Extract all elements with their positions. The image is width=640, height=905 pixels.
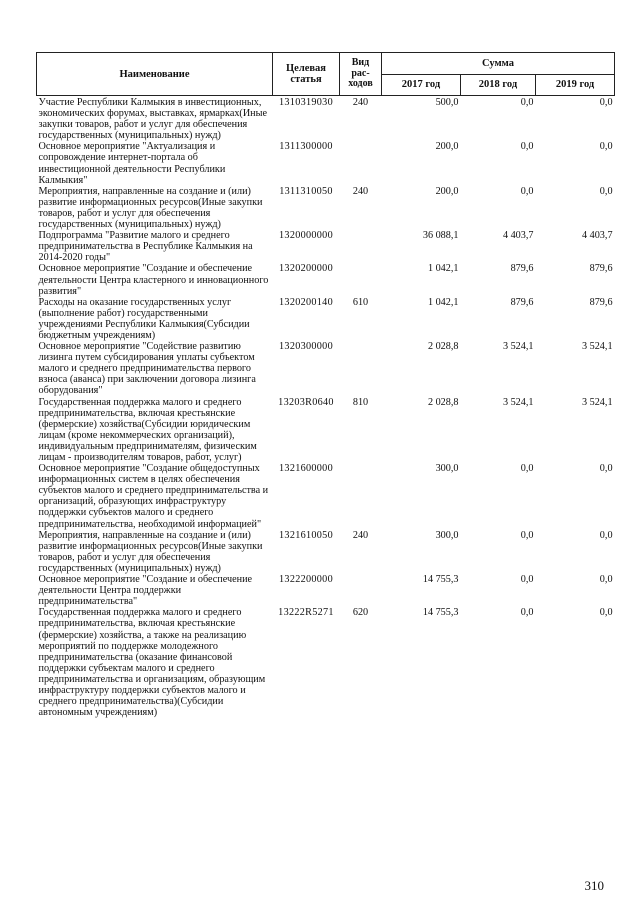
row-target-article: 13222R5271 (278, 607, 334, 619)
table-row (37, 530, 615, 574)
header-sum: Сумма (382, 53, 615, 75)
row-sum-2017: 200,0 (435, 185, 459, 197)
row-target-article: 1310319030 (279, 97, 333, 108)
row-sum-2017: 300,0 (435, 529, 459, 541)
row-name: Участие Республики Калмыкия в инвестиционных, экономических форумах, выставках, ярмарках(Иные закупки товаров, работ и услуг для обеспечения государственных (муниципальных) нужд) (38, 97, 267, 142)
header-name: Наименование (37, 53, 273, 96)
row-target-article: 1321600000 (279, 463, 333, 475)
row-expense-type (340, 230, 382, 263)
row-name: Государственная поддержка малого и среднего предпринимательства, включая крестьянские (фермерские) хозяйства(Субсидии юридическим лицам (кроме некоммерческих организаций), индивидуальным предпринимателям, физическим лицам - производителям товаров, работ, услуг) (38, 396, 257, 463)
row-expense-type: 810 (352, 396, 369, 408)
row-name: Мероприятия, направленные на создание и (или) развитие информационных ресурсов(Иные закупки товаров, работ и услуг для обеспечения государственных (муниципальных) нужд) (38, 529, 263, 574)
row-sum-2018: 4 403,7 (502, 230, 534, 242)
row-target-article: 1322200000 (279, 574, 333, 586)
row-sum-2019: 0,0 (599, 607, 613, 619)
row-sum-2019: 879,6 (589, 296, 613, 308)
row-target-article: 1320200140 (279, 296, 333, 308)
row-sum-2018: 0,0 (520, 463, 534, 475)
row-sum-2018: 879,6 (510, 296, 534, 308)
table-row (37, 297, 615, 341)
row-expense-type (340, 141, 382, 185)
row-name: Мероприятия, направленные на создание и (или) развитие информационных ресурсов(Иные закупки товаров, работ и услуг для обеспечения государственных (муниципальных) нужд) (38, 185, 263, 231)
row-expense-type (340, 574, 382, 607)
row-name: Основное мероприятие "Содействие развитию лизинга путем субсидирования уплаты субъектом малого и среднего предпринимательства первого взноса (аванса) при заключении договора лизинга оборудования" (38, 341, 256, 397)
row-sum-2018: 0,0 (520, 141, 534, 153)
row-name: Расходы на оказание государственных услуг (выполнение работ) государственными учреждениями Республики Калмыкия(Субсидии бюджетным учреждениям) (38, 296, 250, 341)
header-target-article: Целевая статья (273, 53, 340, 96)
row-expense-type: 610 (352, 296, 369, 308)
row-sum-2018: 0,0 (520, 574, 534, 586)
table-row (37, 607, 615, 718)
row-sum-2018: 3 524,1 (502, 341, 534, 353)
row-name: Основное мероприятие "Актуализация и сопровождение интернет-портала об инвестиционной деятельности Республики Калмыкия" (38, 141, 226, 186)
row-expense-type (340, 463, 382, 530)
row-sum-2017: 36 088,1 (422, 230, 459, 242)
page-number: 310 (584, 878, 604, 893)
row-sum-2019: 4 403,7 (581, 230, 613, 242)
row-sum-2017: 2 028,8 (427, 396, 459, 408)
row-expense-type: 240 (352, 185, 369, 197)
row-sum-2018: 3 524,1 (502, 396, 534, 408)
row-sum-2017: 500,0 (435, 97, 459, 108)
table-row (37, 397, 615, 464)
row-sum-2017: 200,0 (435, 141, 459, 153)
row-sum-2017: 1 042,1 (427, 296, 459, 308)
row-expense-type (340, 341, 382, 396)
table-row (37, 463, 615, 530)
header-expense-type: Вид рас-ходов (340, 53, 382, 96)
row-expense-type: 620 (352, 607, 369, 619)
row-name: Основное мероприятие "Создание и обеспечение деятельности Центра поддержки предпринимательства" (38, 574, 253, 608)
row-target-article: 1320300000 (279, 341, 333, 353)
row-target-article: 1320000000 (279, 230, 333, 242)
table-row (37, 141, 615, 185)
budget-table (36, 52, 615, 718)
row-sum-2019: 0,0 (599, 463, 613, 475)
row-sum-2019: 0,0 (599, 529, 613, 541)
table-row (37, 186, 615, 230)
row-sum-2018: 879,6 (510, 263, 534, 275)
header-year-2018: 2018 год (461, 74, 536, 96)
header-year-2019: 2019 год (536, 74, 615, 96)
row-target-article: 13203R0640 (278, 396, 334, 408)
row-name: Основное мероприятие "Создание общедоступных информационных систем в целях обеспечения субъектов малого и среднего предпринимательства и организаций, образующих инфраструктуру поддержки субъектов малого и среднего предпринимательства, необходимой информацией" (38, 463, 269, 530)
row-target-article: 1311310050 (279, 185, 333, 197)
row-sum-2017: 2 028,8 (427, 341, 459, 353)
row-target-article: 1311300000 (279, 141, 333, 153)
table-body (37, 96, 615, 719)
row-sum-2017: 14 755,3 (422, 574, 459, 586)
row-sum-2017: 1 042,1 (427, 263, 459, 275)
row-name: Подпрограмма "Развитие малого и среднего предпринимательства в Республике Калмыкия на 2014-2020 годы" (38, 230, 253, 264)
table-row (37, 341, 615, 396)
row-sum-2019: 3 524,1 (581, 341, 613, 353)
row-sum-2017: 14 755,3 (422, 607, 459, 619)
row-sum-2018: 0,0 (520, 97, 534, 108)
row-sum-2018: 0,0 (520, 607, 534, 619)
row-sum-2019: 0,0 (599, 185, 613, 197)
row-sum-2017: 300,0 (435, 463, 459, 475)
row-expense-type (340, 263, 382, 296)
row-sum-2019: 0,0 (599, 141, 613, 153)
row-target-article: 1320200000 (279, 263, 333, 275)
table-row (37, 96, 615, 142)
row-sum-2019: 3 524,1 (581, 396, 613, 408)
row-sum-2018: 0,0 (520, 185, 534, 197)
table-row (37, 263, 615, 296)
row-sum-2018: 0,0 (520, 529, 534, 541)
row-sum-2019: 0,0 (599, 574, 613, 586)
row-name: Государственная поддержка малого и среднего предпринимательства, включая крестьянские (фермерские) хозяйства, а также на реализацию мероприятий по поддержке молодежного предпринимательства (оказание финансовой поддержки субъектам малого и среднего предпринимательства и организациям, образующим инфраструктуру поддержки субъектов малого и среднего предпринимательства)(Субсидии автономным учреждениям) (38, 607, 266, 719)
row-sum-2019: 879,6 (589, 263, 613, 275)
row-expense-type: 240 (352, 529, 369, 541)
row-sum-2019: 0,0 (599, 97, 613, 108)
table-header (37, 53, 615, 96)
table-row (37, 574, 615, 607)
row-expense-type: 240 (352, 97, 369, 108)
table-row (37, 230, 615, 263)
header-year-2017: 2017 год (382, 74, 461, 96)
row-name: Основное мероприятие "Создание и обеспечение деятельности Центра кластерного и инновационного развития" (38, 263, 269, 297)
row-target-article: 1321610050 (279, 529, 333, 541)
